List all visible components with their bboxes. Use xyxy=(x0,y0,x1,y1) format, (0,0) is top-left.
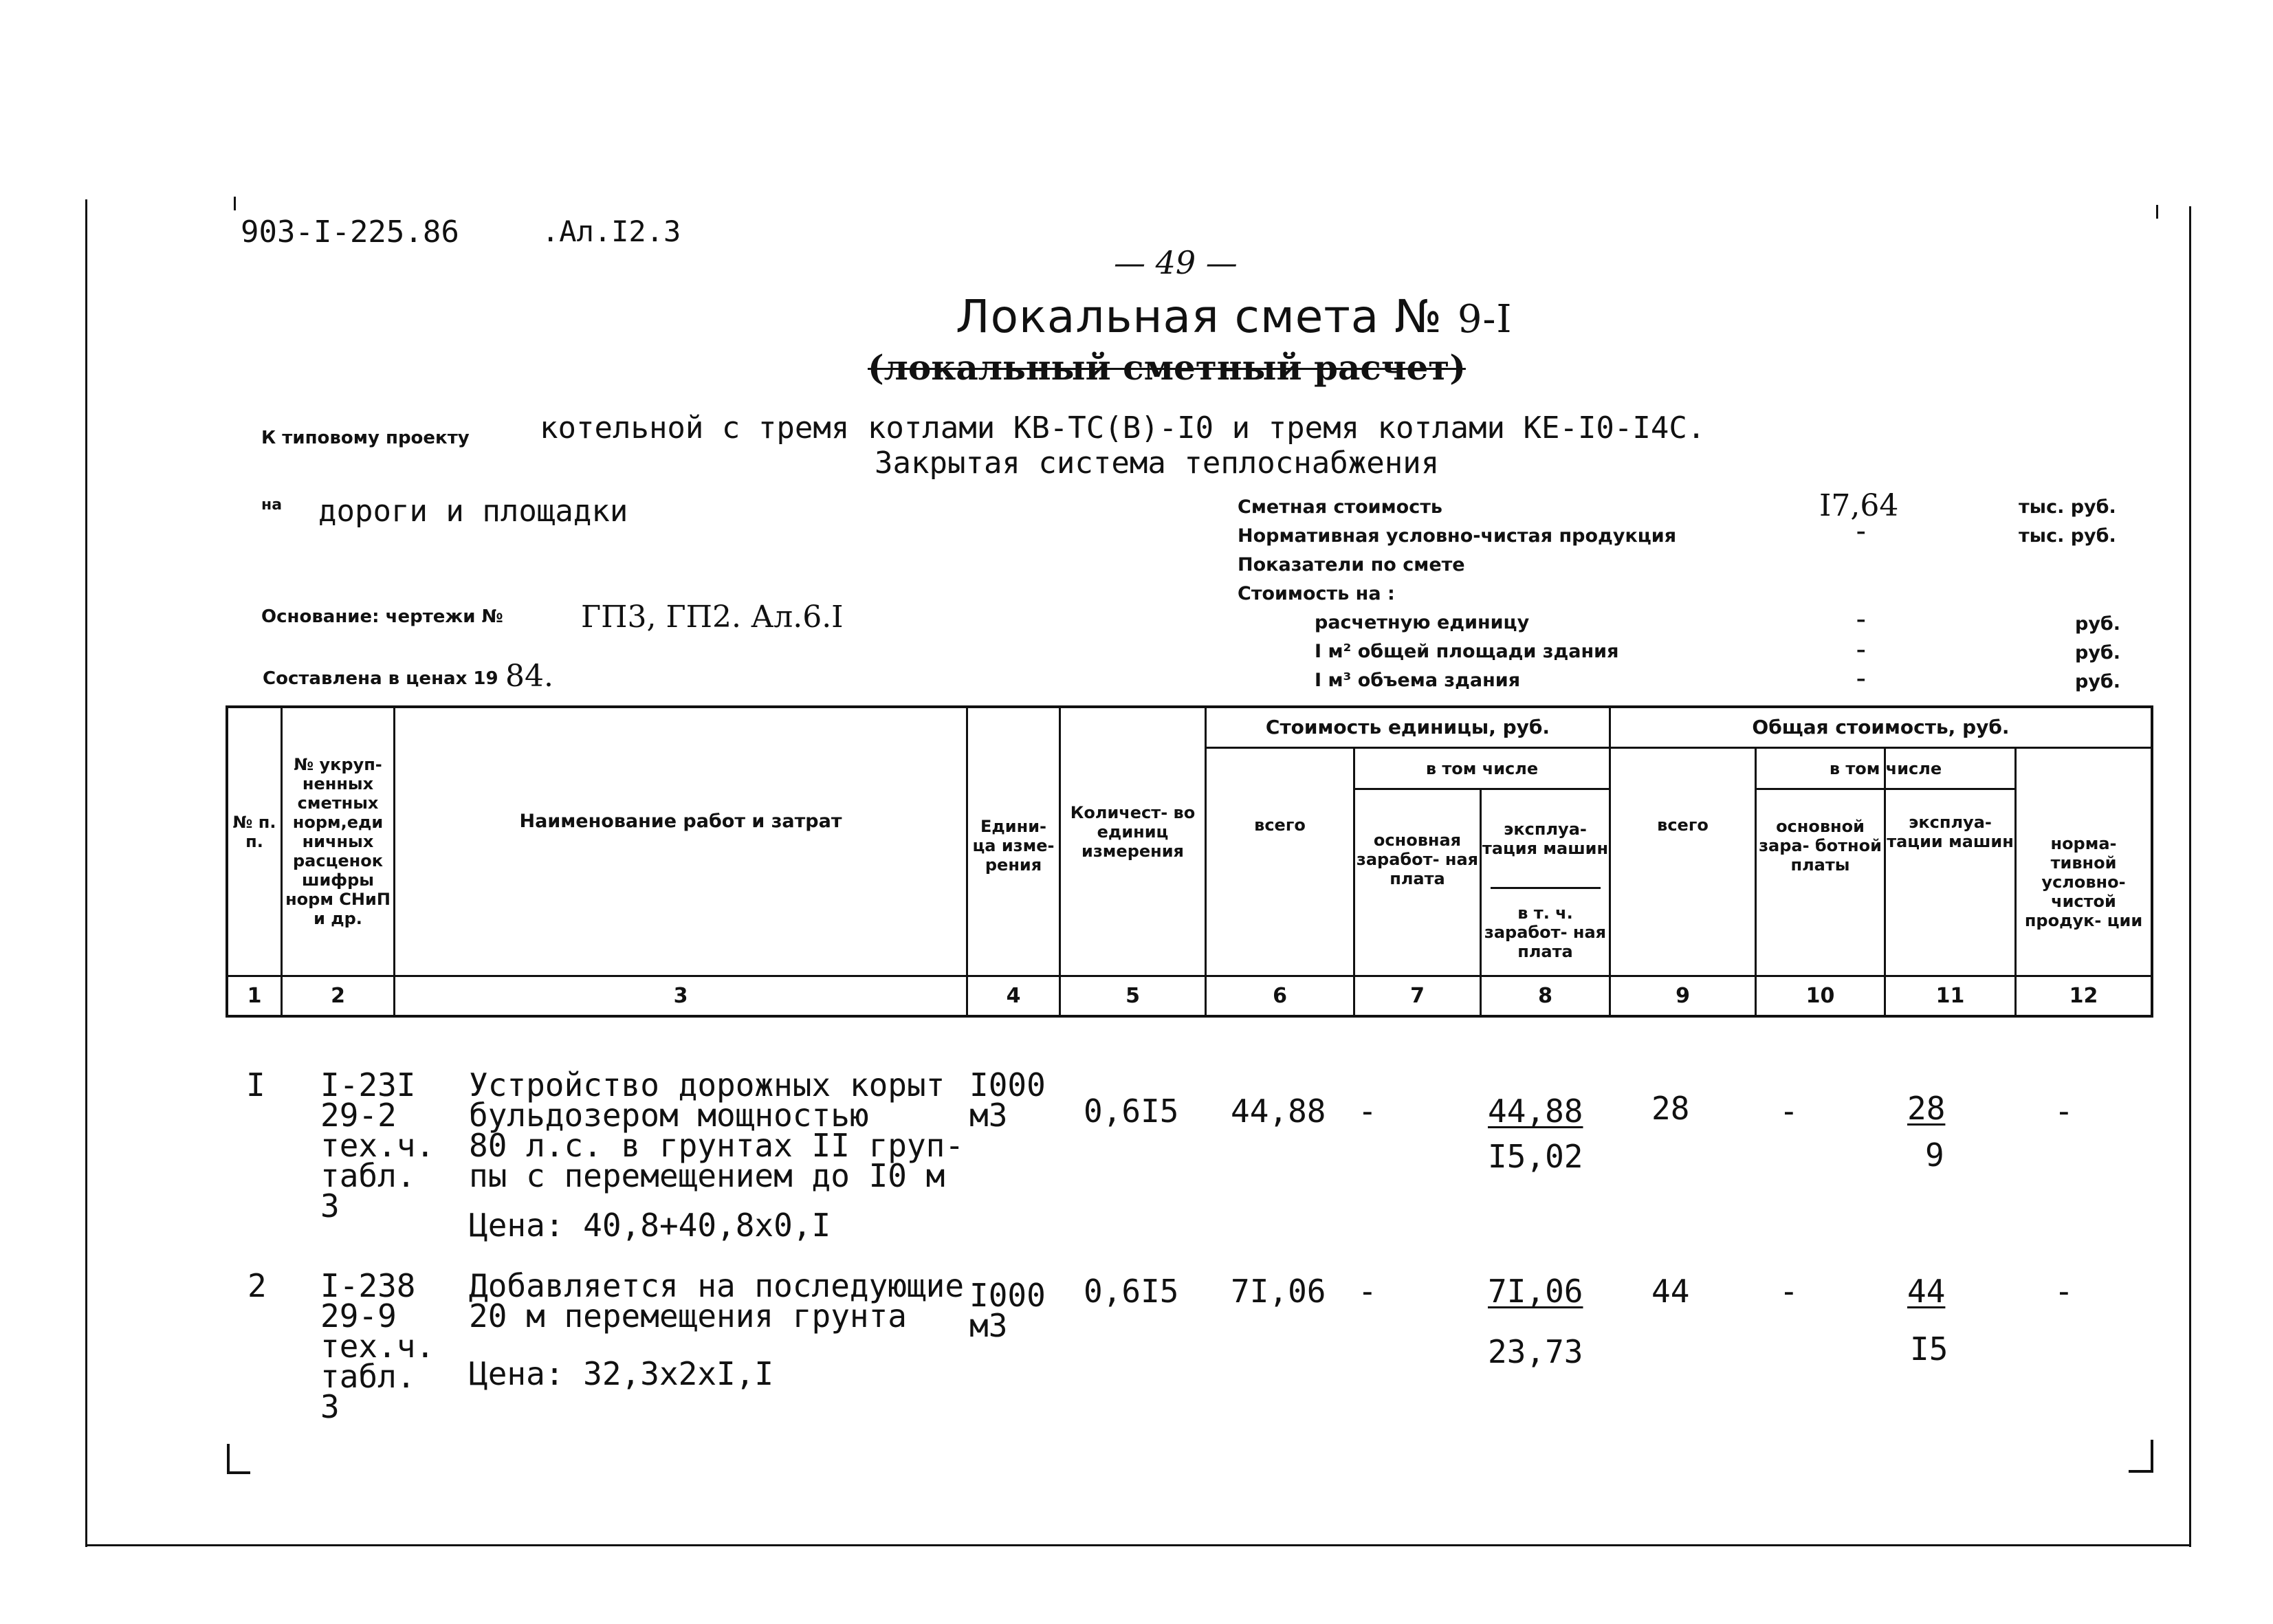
per-area-label: I м² общей площади здания xyxy=(1315,641,1619,662)
per-unit-unit: руб. xyxy=(2075,613,2121,635)
colnum-2: 2 xyxy=(331,984,345,1008)
title-number: 9-I xyxy=(1457,297,1513,342)
project-line-1: котельной с тремя котлами КВ-ТС(В)-I0 и тремя котлами КЕ-I0-I4С. xyxy=(540,410,1706,446)
colnum-6: 6 xyxy=(1273,984,1287,1008)
row-total: 28 xyxy=(1651,1090,1690,1127)
hline-incl-1 xyxy=(1353,788,1610,790)
frame-left xyxy=(85,199,87,1547)
frame-bottom xyxy=(85,1544,2189,1546)
row-total-machines: 28 xyxy=(1907,1090,1946,1127)
vline-8 xyxy=(1609,705,1611,1018)
corner-right-v xyxy=(2151,1440,2153,1473)
page-number: — 49 — xyxy=(1114,244,1238,281)
row-total-machines-wage: I5 xyxy=(1910,1330,1948,1368)
row-total-wage: - xyxy=(1779,1093,1799,1130)
table-border-bottom xyxy=(226,1015,2153,1018)
header-total-wage: основной зара- ботной платы xyxy=(1759,817,1882,875)
corner-right-h xyxy=(2129,1470,2153,1473)
object-name: дороги и площадки xyxy=(318,494,628,529)
header-unit-cost-group: Стоимость единицы, руб. xyxy=(1265,716,1550,738)
prices-year: 84. xyxy=(505,659,553,694)
row-unit-machines-wage: 23,73 xyxy=(1488,1333,1583,1370)
table-border-right xyxy=(2151,705,2153,1018)
row-unit: I000 м3 xyxy=(969,1277,1046,1344)
row-norm-code: I-23I 29-2 тех.ч. табл. 3 xyxy=(320,1066,435,1225)
normative-net-unit: тыс. руб. xyxy=(2019,525,2116,547)
corner-left-v xyxy=(227,1444,230,1474)
title-text: Локальная смета № xyxy=(956,290,1442,343)
per-unit-value: – xyxy=(1856,609,1866,630)
header-no: № п. п. xyxy=(232,813,276,851)
header-work-name: Наименование работ и затрат xyxy=(519,811,842,832)
hline-incl-2 xyxy=(1755,788,2016,790)
top-tick-right xyxy=(2156,205,2158,219)
vline-2 xyxy=(393,705,395,1018)
row-unit-machines: 44,88 xyxy=(1488,1093,1583,1130)
row-normative-net: - xyxy=(2054,1093,2074,1130)
row-quantity: 0,6I5 xyxy=(1084,1093,1179,1130)
row-price-formula: Цена: 40,8+40,8х0,I xyxy=(469,1207,831,1244)
top-tick-left xyxy=(234,197,236,210)
header-unit-machines: эксплуа- тация машин xyxy=(1482,820,1609,858)
colnum-12: 12 xyxy=(2069,984,2098,1008)
row-price-formula: Цена: 32,3х2хI,I xyxy=(469,1355,774,1392)
basis-value: ГП3, ГП2. Ал.6.I xyxy=(581,600,844,635)
frame-right xyxy=(2189,206,2191,1547)
row-unit-total: 7I,06 xyxy=(1231,1273,1326,1310)
row-unit-wage: - xyxy=(1358,1273,1377,1310)
normative-net-label: Нормативная условно-чистая продукция xyxy=(1238,525,1677,547)
prices-label: Составлена в ценах 19 xyxy=(263,668,498,689)
header-total-machines: эксплуа- тации машин xyxy=(1887,813,2014,851)
header-unit-machines-wage: в т. ч. заработ- ная плата xyxy=(1484,903,1607,961)
sheet-reference: .Ал.I2.3 xyxy=(542,215,681,248)
row-unit-total: 44,88 xyxy=(1231,1093,1326,1130)
row-total-machines-wage: 9 xyxy=(1925,1137,1944,1174)
header-unit-wage: основная заработ- ная плата xyxy=(1356,831,1479,888)
project-line-2: Закрытая система теплоснабжения xyxy=(875,446,1440,481)
row-unit-machines-wage: I5,02 xyxy=(1488,1138,1583,1175)
row-work-name: Устройство дорожных корыт бульдозером мощностью 80 л.с. в грунтах II груп- пы с перемещением до I0 м xyxy=(469,1066,965,1194)
row-norm-code: I-238 29-9 тех.ч. табл. 3 xyxy=(320,1267,435,1425)
hline-col8-divider xyxy=(1491,887,1601,889)
page-title xyxy=(956,290,1513,343)
per-volume-label: I м³ объема здания xyxy=(1315,670,1521,691)
document-code: 903-I-225.86 xyxy=(241,215,459,250)
colnum-11: 11 xyxy=(1935,984,1965,1008)
estimated-cost-unit: тыс. руб. xyxy=(2019,496,2116,518)
cost-per-label: Стоимость на : xyxy=(1238,583,1395,604)
normative-net-value: – xyxy=(1856,521,1866,542)
row-work-name: Добавляется на последующие 20 м перемещения грунта xyxy=(469,1267,965,1335)
header-total: всего xyxy=(1657,815,1709,835)
colnum-3: 3 xyxy=(673,984,688,1008)
per-volume-value: – xyxy=(1856,668,1866,690)
header-incl-unit: в том числе xyxy=(1425,758,1539,778)
row-unit-wage: - xyxy=(1358,1093,1377,1130)
colnum-1: 1 xyxy=(247,984,262,1008)
object-label: на xyxy=(261,496,283,514)
estimate-indicators-label: Показатели по смете xyxy=(1238,554,1465,575)
colnum-10: 10 xyxy=(1805,984,1835,1008)
header-norm-code: № укруп- ненных сметных норм,еди ничных расценок шифры норм СНиП и др. xyxy=(285,755,391,928)
per-volume-unit: руб. xyxy=(2075,671,2121,692)
corner-left-h xyxy=(227,1471,250,1474)
vline-5 xyxy=(1205,705,1207,1018)
estimated-cost-label: Сметная стоимость xyxy=(1238,496,1442,518)
basis-label: Основание: чертежи № xyxy=(261,606,503,627)
row-total: 44 xyxy=(1651,1273,1690,1310)
row-quantity: 0,6I5 xyxy=(1084,1273,1179,1310)
colnum-8: 8 xyxy=(1538,984,1552,1008)
header-incl-total: в том числе xyxy=(1829,758,1942,778)
colnum-9: 9 xyxy=(1676,984,1690,1008)
per-unit-label: расчетную единицу xyxy=(1315,612,1530,633)
colnum-4: 4 xyxy=(1006,984,1021,1008)
row-normative-net: - xyxy=(2054,1273,2074,1310)
row-unit: I000 м3 xyxy=(969,1066,1046,1134)
row-unit-machines: 7I,06 xyxy=(1488,1273,1583,1310)
per-area-unit: руб. xyxy=(2075,642,2121,663)
estimated-cost-value: I7,64 xyxy=(1819,488,1899,523)
header-quantity: Количест- во единиц измерения xyxy=(1070,803,1196,861)
row-total-wage: - xyxy=(1779,1273,1799,1310)
colnum-5: 5 xyxy=(1125,984,1140,1008)
header-total-cost-group: Общая стоимость, руб. xyxy=(1752,716,2010,738)
colnum-7: 7 xyxy=(1410,984,1425,1008)
per-area-value: – xyxy=(1856,639,1866,661)
header-unit-total: всего xyxy=(1254,815,1306,835)
row-number: 2 xyxy=(248,1267,267,1304)
header-unit: Едини- ца изме- рения xyxy=(972,817,1055,875)
header-normative-net: норма- тивной условно- чистой продук- ции xyxy=(2024,834,2143,930)
row-total-machines: 44 xyxy=(1907,1273,1946,1310)
row-number: I xyxy=(246,1066,265,1104)
project-label: К типовому проекту xyxy=(261,428,470,448)
page-subtitle: (локальный сметный расчет) xyxy=(868,347,1466,388)
